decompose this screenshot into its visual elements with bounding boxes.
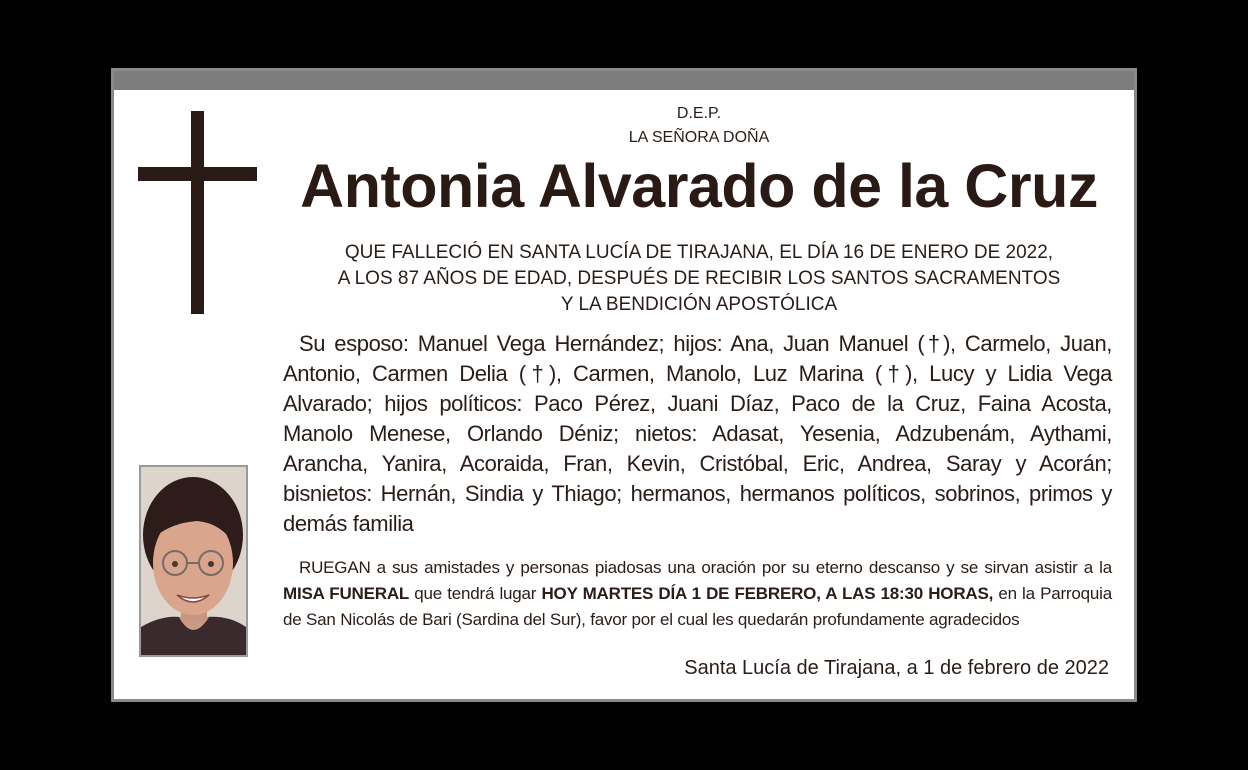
announcement-line-1: QUE FALLECIÓ EN SANTA LUCÍA DE TIRAJANA, EL DÍA 16 DE ENERO DE 2022, [344, 242, 1054, 263]
funeral-request [283, 555, 1112, 633]
dep-label: D.E.P. [676, 105, 722, 122]
announcement-line-2: A LOS 87 AÑOS DE EDAD, DESPUÉS DE RECIBIR LOS SANTOS SACRAMENTOS [337, 268, 1061, 289]
request-bold-2: HOY MARTES DÍA 1 DE FEBRERO, A LAS 18:30 HORAS, [541, 584, 994, 603]
deceased-name: Antonia Alvarado de la Cruz [300, 152, 1098, 220]
portrait-image [141, 467, 246, 655]
place-date: Santa Lucía de Tirajana, a 1 de febrero de 2022 [684, 657, 1109, 679]
request-bold-1: MISA FUNERAL [283, 584, 410, 603]
announcement-line-3: Y LA BENDICIÓN APOSTÓLICA [560, 294, 838, 315]
title-line: LA SEÑORA DOÑA [628, 129, 770, 146]
request-text-2: que tendrá lugar [409, 584, 542, 603]
request-text-3: en la Parroquia de San Nicolás de Bari (Sardina del Sur), favor por el cual les quedarán profundamente agradecidos [283, 584, 1112, 629]
portrait-photo [139, 465, 248, 657]
death-announcement [284, 240, 1114, 318]
top-bar [114, 71, 1134, 90]
family-paragraph: Su esposo: Manuel Vega Hernández; hijos: Ana, Juan Manuel (†), Carmelo, Juan, Antonio, Carmen Delia (†), Carmen, Manolo, Luz Marina (†), Lucy y Lidia Vega Alvarado; hijos políticos: Paco Pérez, Juani Díaz, Paco de la Cruz, Faina Acosta, Manolo Menese, Orlando Déniz; nietos: Adasat, Yesenia, Adzubenám, Aythami, Arancha, Yanira, Acoraida, Fran, Kevin, Cristóbal, Eric, Andrea, Saray y Acorán; bisnietos: Hernán, Sindia y Thiago; hermanos, hermanos políticos, sobrinos, primos y demás familia [283, 331, 1112, 536]
obituary-card [111, 68, 1137, 702]
request-text-1: RUEGAN a sus amistades y personas piadosas una oración por su eterno descanso y se sirvan asistir a la [299, 558, 1112, 577]
